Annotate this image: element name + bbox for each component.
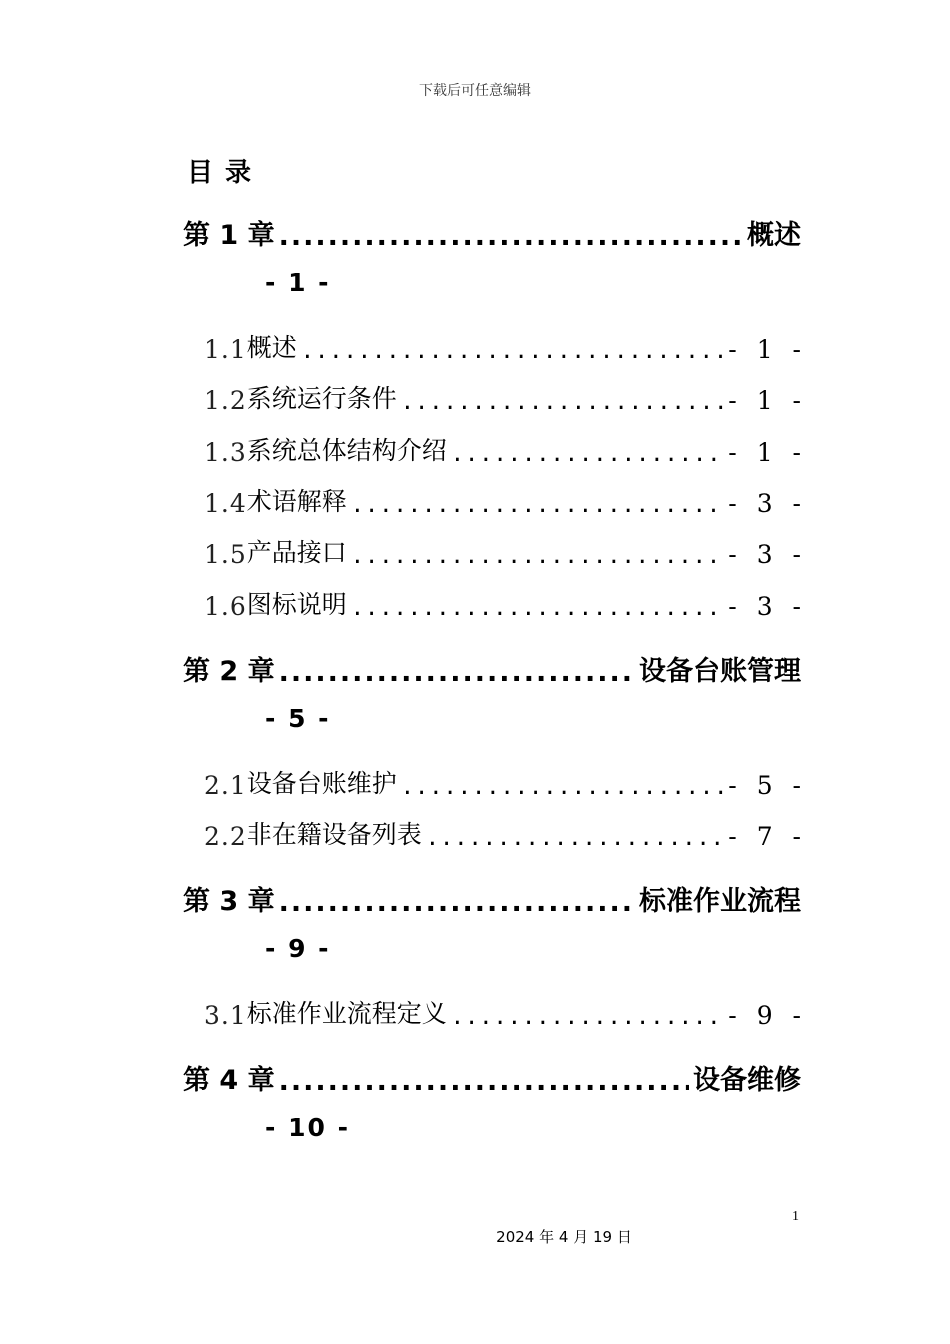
chapter-page-number: - 10 - (265, 1113, 350, 1142)
chapter-title: 标准作业流程 (639, 886, 801, 917)
page-number: 1 (792, 1209, 799, 1224)
section-title: 术语解释 (246, 487, 347, 516)
leader-dots (279, 1066, 689, 1097)
toc-section-1-3[interactable] (204, 433, 807, 467)
toc-section-1-1[interactable] (204, 330, 807, 364)
leader-dots (451, 442, 725, 467)
section-page-number: - 3 - (728, 540, 807, 569)
leader-dots (351, 596, 725, 621)
section-title: 系统总体结构介绍 (246, 436, 447, 465)
chapter-title: 设备维修 (693, 1065, 801, 1096)
section-number: 3.1 (204, 1001, 247, 1030)
toc-section-1-2[interactable] (204, 381, 807, 415)
leader-dots (401, 775, 725, 800)
section-number: 2.2 (204, 822, 247, 851)
section-number: 2.1 (204, 771, 247, 800)
section-page-number: - 1 - (728, 335, 807, 364)
section-title: 产品接口 (246, 538, 347, 567)
section-title: 概述 (246, 333, 297, 362)
section-page-number: - 5 - (728, 771, 807, 800)
leader-dots (351, 544, 725, 569)
toc-title: 目录 (187, 158, 264, 188)
section-page-number: - 3 - (728, 592, 807, 621)
leader-dots (451, 1005, 725, 1030)
section-page-number: - 3 - (728, 489, 807, 518)
leader-dots (426, 826, 725, 851)
toc-chapter-3[interactable] (183, 878, 801, 918)
section-number: 1.2 (204, 386, 247, 415)
section-page-number: - 1 - (728, 386, 807, 415)
toc-section-1-5[interactable] (204, 535, 807, 569)
section-page-number: - 7 - (728, 822, 807, 851)
toc-section-1-6[interactable] (204, 587, 807, 621)
section-title: 非在籍设备列表 (246, 820, 422, 849)
toc-chapter-1[interactable] (183, 212, 801, 252)
section-title: 标准作业流程定义 (246, 999, 447, 1028)
section-number: 1.4 (204, 489, 247, 518)
chapter-title: 设备台账管理 (639, 656, 801, 687)
toc-section-2-1[interactable] (204, 766, 807, 800)
section-number: 1.5 (204, 540, 247, 569)
toc-section-3-1[interactable] (204, 996, 807, 1030)
chapter-label: 第 3 章 (183, 886, 275, 917)
chapter-page-number: - 1 - (265, 268, 331, 297)
leader-dots (279, 887, 635, 918)
section-number: 1.1 (204, 335, 247, 364)
section-page-number: - 1 - (728, 438, 807, 467)
chapter-label: 第 4 章 (183, 1065, 275, 1096)
leader-dots (401, 390, 725, 415)
toc-section-1-4[interactable] (204, 484, 807, 518)
section-number: 1.6 (204, 592, 247, 621)
leader-dots (301, 339, 725, 364)
section-title: 设备台账维护 (246, 769, 397, 798)
toc-chapter-2[interactable] (183, 648, 801, 688)
page-header: 下载后可任意编辑 (419, 83, 531, 99)
leader-dots (279, 657, 635, 688)
leader-dots (351, 493, 725, 518)
toc-chapter-4[interactable] (183, 1057, 801, 1097)
section-page-number: - 9 - (728, 1001, 807, 1030)
chapter-page-number: - 9 - (265, 934, 331, 963)
footer-date: 2024 年 4 月 19 日 (496, 1228, 632, 1246)
section-title: 图标说明 (246, 590, 347, 619)
leader-dots (279, 221, 743, 252)
section-title: 系统运行条件 (246, 384, 397, 413)
section-number: 1.3 (204, 438, 247, 467)
chapter-title: 概述 (747, 220, 801, 251)
toc-section-2-2[interactable] (204, 817, 807, 851)
chapter-label: 第 1 章 (183, 220, 275, 251)
chapter-page-number: - 5 - (265, 704, 331, 733)
chapter-label: 第 2 章 (183, 656, 275, 687)
